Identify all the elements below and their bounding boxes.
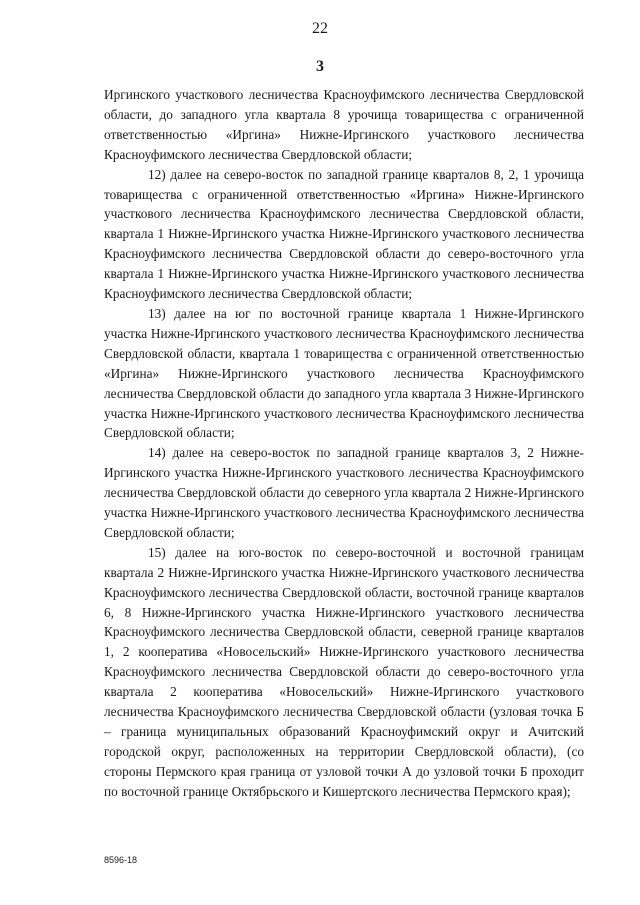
paragraph-item-12: 12) далее на северо-восток по западной границе кварталов 8, 2, 1 урочища товарищества с ограниченной ответственностью «Иргина» Нижне-Иргинского участкового лесничества Красноуфимского лесничества Свердловской области, квартала 1 Нижне-Иргинского участка Нижне-Иргинского участкового лесничества Красноуфимского лесничества Свердловской области до северо-восточного угла квартала 1 Нижне-Иргинского участка Нижне-Иргинского участкового лесничества Красноуфимского лесничества Свердловской области; (104, 166, 584, 302)
paragraph-item-15: 15) далее на юго-восток по северо-восточной и восточной границам квартала 2 Нижне-Иргинского участка Нижне-Иргинского участкового лесничества Красноуфимского лесничества Свердловской области, восточной границе кварталов 6, 8 Нижне-Иргинского участка Нижне-Иргинского участкового лесничества Красноуфимского лесничества Свердловской области, северной границе кварталов 1, 2 кооператива «Новосельский» Нижне-Иргинского участкового лесничества Красноуфимского лесничества Свердловской области до северо-восточного угла квартала 2 кооператива «Новосельский» Нижне-Иргинского участкового лесничества Красноуфимского лесничества Свердловской области (узловая точка Б – граница муниципальных образований Красноуфимский округ и Ачитский городской округ, расположенных на территории Свердловской области), (со стороны Пермского края граница от узловой точки А до узловой точки Б проходит по восточной границе Октябрьского и Кишертского лесничества Пермского края); (104, 544, 584, 799)
footer-code: 8596-18 (104, 855, 138, 865)
paragraph-item-13: 13) далее на юг по восточной границе квартала 1 Нижне-Иргинского участка Нижне-Иргинского участкового лесничества Красноуфимского лесничества Свердловской области, квартала 1 товарищества с ограниченной ответственностью «Иргина» Нижне-Иргинского участкового лесничества Красноуфимского лесничества Свердловской области до западного угла квартала 3 Нижне-Иргинского участка Нижне-Иргинского участкового лесничества Красноуфимского лесничества Свердловской области; (104, 305, 584, 441)
document-body (104, 85, 584, 802)
page-number-inner: 3 (316, 58, 324, 75)
page-number-outer: 22 (312, 20, 328, 37)
paragraph-item-14: 14) далее на северо-восток по западной границе кварталов 3, 2 Нижне-Иргинского участка Нижне-Иргинского участкового лесничества Красноуфимского лесничества Свердловской области до северного угла квартала 2 Нижне-Иргинского участка Нижне-Иргинского участкового лесничества Красноуфимского лесничества Свердловской области; (104, 445, 584, 540)
paragraph-continuation: Иргинского участкового лесничества Красноуфимского лесничества Свердловской области, до западного угла квартала 8 урочища товарищества с ограниченной ответственностью «Иргина» Нижне-Иргинского участкового лесничества Красноуфимского лесничества Свердловской области; (104, 87, 584, 162)
